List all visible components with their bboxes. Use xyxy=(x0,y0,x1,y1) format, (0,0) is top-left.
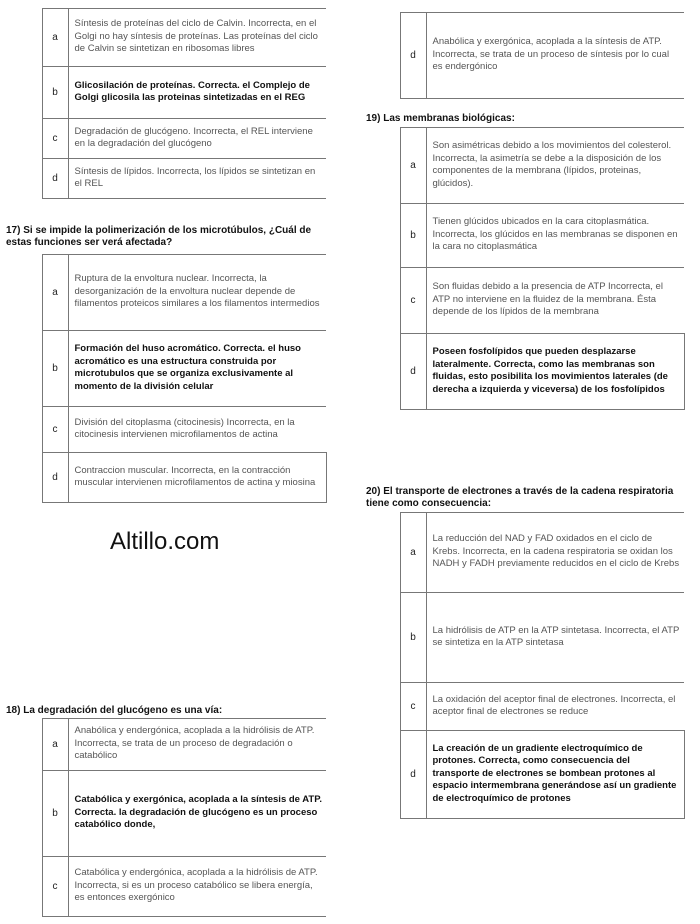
option-row xyxy=(372,268,684,334)
option-row xyxy=(14,857,326,917)
option-letter: b xyxy=(42,771,68,857)
option-text: La oxidación del aceptor final de electrones. Incorrecta, el aceptor final de electrones se reduce xyxy=(426,683,684,731)
option-row xyxy=(14,9,326,67)
option-letter: c xyxy=(42,119,68,159)
option-letter: b xyxy=(42,67,68,119)
q17-options-table xyxy=(14,254,327,503)
q18-continuation-table xyxy=(372,12,684,99)
option-text: Anabólica y exergónica, acoplada a la síntesis de ATP. Incorrecta, se trata de un proceso de síntesis por lo cual es endergónico xyxy=(426,13,684,99)
option-row xyxy=(372,128,684,204)
option-letter: b xyxy=(400,593,426,683)
option-text: Anabólica y endergónica, acoplada a la hidrólisis de ATP. Incorrecta, se trata de un proceso de degradación o catabólico xyxy=(68,719,326,771)
option-letter: a xyxy=(42,255,68,331)
option-text-correct: Catabólica y exergónica, acoplada a la síntesis de ATP. Correcta. la degradación de glucógeno es un proceso catabólico donde, xyxy=(68,771,326,857)
option-text: Son asimétricas debido a los movimientos del colesterol. Incorrecta, la asimetría se debe a la disposición de los componentes de la membrana (lípidos, proteinas, glúcidos). xyxy=(426,128,684,204)
option-letter: d xyxy=(42,159,68,199)
option-row xyxy=(372,593,684,683)
option-text-correct: Glicosilación de proteínas. Correcta. el Complejo de Golgi glicosila las proteinas sintetizadas en el REG xyxy=(68,67,326,119)
q20-title: 20) El transporte de electrones a través de la cadena respiratoria tiene como consecuencia: xyxy=(366,486,674,509)
q18-options-table xyxy=(14,718,326,917)
option-row xyxy=(372,513,684,593)
option-letter: c xyxy=(400,683,426,731)
q20-options-table xyxy=(372,512,685,819)
option-letter: c xyxy=(42,407,68,453)
q16-options-table xyxy=(14,8,326,199)
option-letter: d xyxy=(400,731,426,819)
site-logo[interactable]: Altillo.com xyxy=(110,528,220,555)
option-row xyxy=(14,771,326,857)
q19-options-table xyxy=(372,127,685,410)
option-row xyxy=(14,331,326,407)
q17-title: 17) Si se impide la polimerización de los microtúbulos, ¿Cuál de estas funciones ser verá afectada? xyxy=(6,225,312,248)
option-letter: d xyxy=(42,453,68,503)
option-text: Tienen glúcidos ubicados en la cara citoplasmática. Incorrecta, los glúcidos en las membranas se disponen en la cara no citoplasmática xyxy=(426,204,684,268)
option-text: Contraccion muscular. Incorrecta, en la contracción muscular intervienen microfilamentos de actina y miosina xyxy=(68,453,326,503)
option-text: División del citoplasma (citocinesis) Incorrecta, en la citocinesis intervienen microfilamentos de actina xyxy=(68,407,326,453)
option-letter: a xyxy=(42,9,68,67)
option-text: Síntesis de proteínas del ciclo de Calvin. Incorrecta, en el Golgi no hay síntesis de proteínas. Las proteínas del ciclo de Calvin se sintetizan en ribosomas libres xyxy=(68,9,326,67)
q18-title: 18) La degradación del glucógeno es una vía: xyxy=(6,705,223,716)
option-row xyxy=(14,719,326,771)
option-text-correct: La creación de un gradiente electroquímico de protones. Correcta, como consecuencia del transporte de electrones se bombean protones al espacio intermembrana generándose así un gradiente de electroquímico de protones xyxy=(426,731,684,819)
option-letter: b xyxy=(400,204,426,268)
option-row xyxy=(14,159,326,199)
option-text: Ruptura de la envoltura nuclear. Incorrecta, la desorganización de la envoltura nuclear depende de filamentos proteicos similares a los filamentos intermedios xyxy=(68,255,326,331)
option-text: Degradación de glucógeno. Incorrecta, el REL interviene en la degradación del glucógeno xyxy=(68,119,326,159)
option-text: La reducción del NAD y FAD oxidados en el ciclo de Krebs. Incorrecta, en la cadena respiratoria se oxidan los NADH y FADH previamente reducidos en el ciclo de Krebs xyxy=(426,513,684,593)
option-row xyxy=(14,453,326,503)
q19-title: 19) Las membranas biológicas: xyxy=(366,113,515,124)
option-letter: c xyxy=(400,268,426,334)
option-letter: a xyxy=(400,128,426,204)
option-row xyxy=(372,731,684,819)
option-text-correct: Formación del huso acromático. Correcta. el huso acromático es una estructura construida por microtubulos que se organiza exclusivamente al momento de la división celular xyxy=(68,331,326,407)
option-row xyxy=(14,67,326,119)
option-row xyxy=(14,255,326,331)
option-row xyxy=(14,119,326,159)
option-text: Catabólica y endergónica, acoplada a la hidrólisis de ATP. Incorrecta, si es un proceso catabólico se libera energía, es entonces exergónico xyxy=(68,857,326,917)
option-letter: d xyxy=(400,334,426,410)
option-text: Son fluidas debido a la presencia de ATP Incorrecta, el ATP no interviene en la fluidez de la membrana. Ésta depende de los lípidos de la membrana xyxy=(426,268,684,334)
option-row xyxy=(372,13,684,99)
option-row xyxy=(372,683,684,731)
option-letter: a xyxy=(42,719,68,771)
option-text-correct: Poseen fosfolípidos que pueden desplazarse lateralmente. Correcta, como las membranas son fluidas, esto posibilita los movimientos laterales (de derecha a izquierda y viceversa) de los fosfolípidos xyxy=(426,334,684,410)
option-letter: d xyxy=(400,13,426,99)
option-text: La hidrólisis de ATP en la ATP sintetasa. Incorrecta, el ATP se sintetiza en la ATP sintetasa xyxy=(426,593,684,683)
option-text: Síntesis de lípidos. Incorrecta, los lípidos se sintetizan en el REL xyxy=(68,159,326,199)
option-letter: b xyxy=(42,331,68,407)
option-letter: c xyxy=(42,857,68,917)
option-letter: a xyxy=(400,513,426,593)
option-row xyxy=(372,334,684,410)
option-row xyxy=(372,204,684,268)
option-row xyxy=(14,407,326,453)
